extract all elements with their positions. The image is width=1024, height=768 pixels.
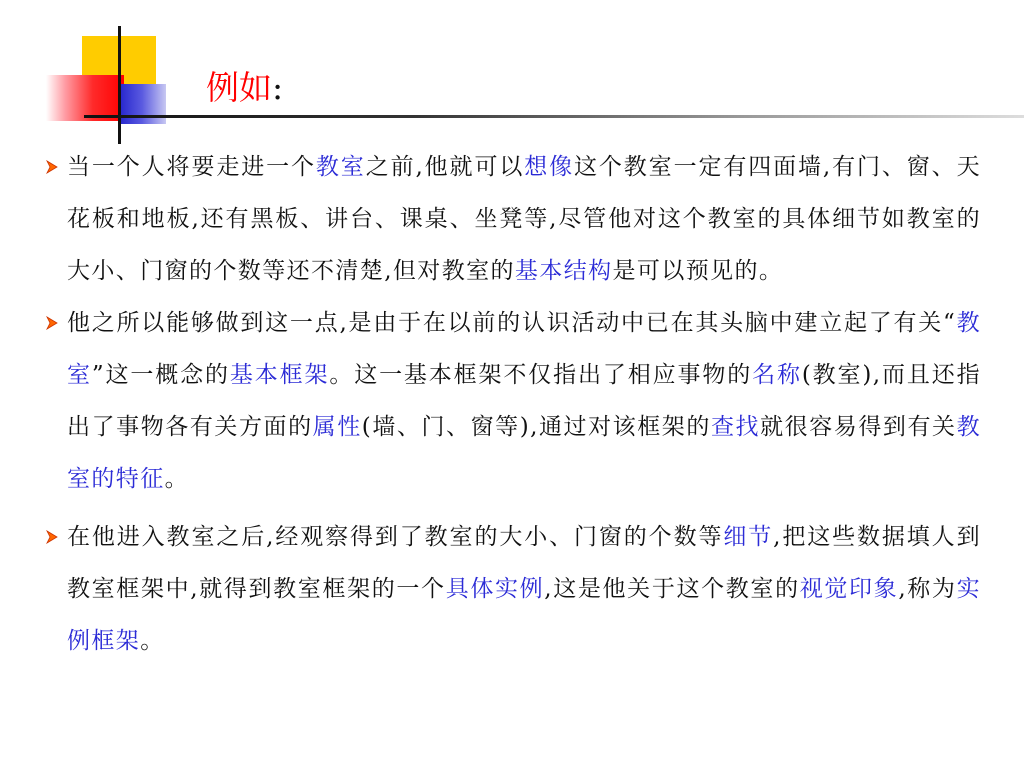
highlighted-term: 名称 (752, 362, 802, 388)
body-text: ”这一概念的 (91, 362, 230, 388)
body-text: 他之所以能够做到这一点,是由于在以前的认识活动中已在其头脑中建立起了有关“ (67, 310, 957, 336)
highlighted-term: 细节 (723, 524, 774, 550)
body-text: ,把这些数据填人到教室框架中,就得到教室框架的一个 (67, 524, 981, 602)
title-colon: : (272, 68, 284, 107)
arrow-bullet-icon (46, 511, 64, 563)
bullet-paragraph-3 (46, 511, 981, 667)
highlighted-term: 教室的特征 (67, 414, 982, 492)
body-text: ,这是他关于这个教室的 (544, 576, 800, 602)
body-text: 就很容易得到有关 (760, 414, 957, 440)
body-text: 是可以预见的。 (612, 258, 784, 284)
bullet-paragraph-2 (46, 297, 981, 505)
body-text: 这个教室一定有四面墙,有门、窗、天花板和地板,还有黑板、讲台、课桌、坐凳等,尽管他对这个教室的具体细节如教室的大小、门窗的个数等还不清楚,但对教室的 (67, 154, 981, 284)
title-underline (84, 115, 1024, 118)
body-text: 之前,他就可以 (365, 154, 525, 180)
slide-title (206, 66, 283, 110)
bullet-text (67, 310, 981, 492)
title-text: 例如 (206, 68, 272, 107)
decor-blue-block (118, 84, 166, 124)
decor-vertical-line (118, 26, 121, 144)
highlighted-term: 教室 (315, 154, 366, 180)
body-text: ,称为 (898, 576, 957, 602)
highlighted-term: 具体实例 (445, 576, 545, 602)
bullet-text (67, 524, 981, 654)
content-area (46, 141, 981, 667)
body-text: 当一个人将要走进一个 (67, 154, 316, 180)
arrow-bullet-icon (46, 141, 64, 193)
highlighted-term: 视觉印象 (799, 576, 899, 602)
arrow-bullet-icon (46, 297, 64, 349)
body-text: 在他进入教室之后,经观察得到了教室的大小、门窗的个数等 (67, 524, 724, 550)
body-text: 。 (140, 628, 165, 654)
highlighted-term: 实例框架 (67, 576, 981, 654)
highlighted-term: 基本结构 (514, 258, 613, 284)
highlighted-term: 想像 (524, 154, 575, 180)
body-text: (墙、门、窗等),通过对该框架的 (361, 414, 711, 440)
bullet-paragraph-1 (46, 141, 981, 297)
highlighted-term: 教室 (67, 310, 981, 388)
body-text: (教室),而且还指出了事物各有关方面的 (67, 362, 981, 440)
body-text: 。这一基本框架不仅指出了相应事物的 (329, 362, 753, 388)
bullet-text (67, 154, 981, 284)
highlighted-term: 查找 (710, 414, 761, 440)
highlighted-term: 属性 (312, 414, 362, 440)
highlighted-term: 基本框架 (229, 362, 330, 388)
body-text: 。 (164, 466, 190, 492)
